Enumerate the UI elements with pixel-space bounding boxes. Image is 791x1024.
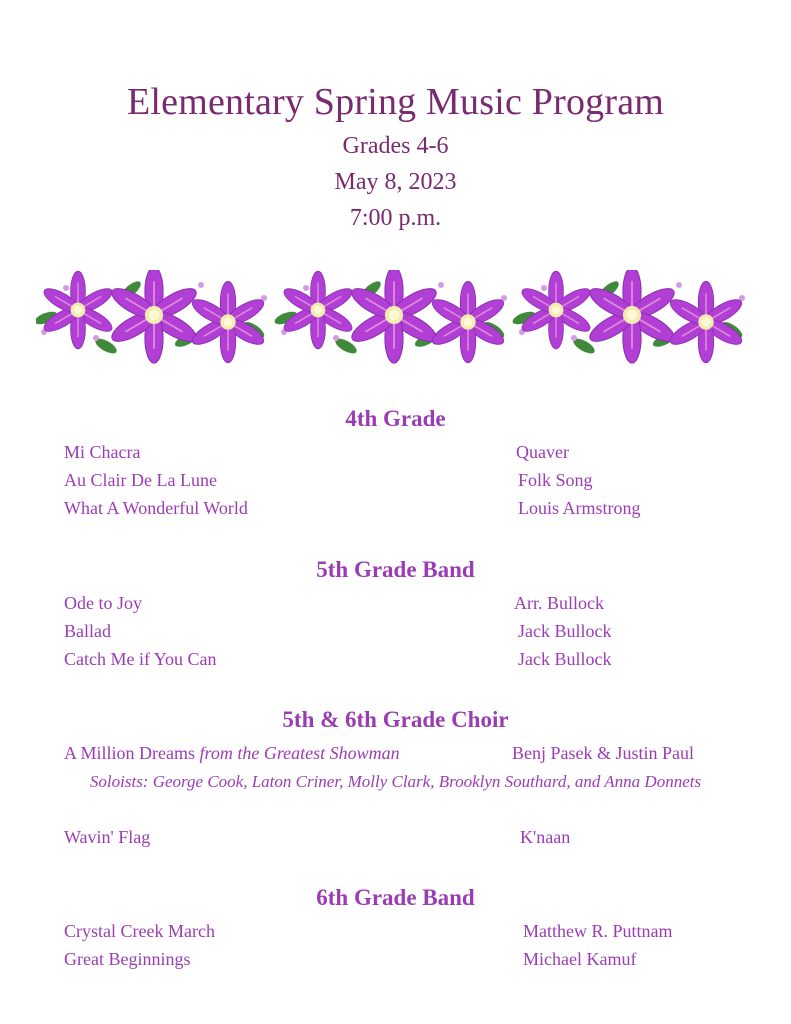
program-row: [0, 621, 791, 647]
composer: Arr. Bullock: [514, 593, 604, 613]
grades-subtitle: Grades 4-6: [342, 133, 449, 159]
composer: Louis Armstrong: [518, 498, 641, 518]
composer: K'naan: [520, 827, 571, 847]
composer: Jack Bullock: [518, 649, 612, 669]
flower-garland-icon: [36, 270, 756, 370]
program-row: [0, 593, 791, 619]
program-row: [0, 498, 791, 524]
section-title-6th-grade-band: 6th Grade Band: [316, 885, 475, 910]
program-row: [0, 827, 791, 853]
composer: Matthew R. Puttnam: [523, 921, 673, 941]
composer: Benj Pasek & Justin Paul: [512, 743, 695, 763]
piece-title: Ballad: [64, 621, 111, 641]
composer: Quaver: [516, 442, 569, 462]
composer: Michael Kamuf: [523, 949, 637, 969]
piece-title: Ode to Joy: [64, 593, 142, 613]
program-row: [0, 921, 791, 947]
section-title-choir: 5th & 6th Grade Choir: [282, 707, 509, 732]
piece-title: Mi Chacra: [64, 442, 141, 462]
piece-title: What A Wonderful World: [64, 498, 248, 518]
piece-title: Crystal Creek March: [64, 921, 215, 941]
program-date: May 8, 2023: [334, 169, 457, 195]
section-title-5th-grade-band: 5th Grade Band: [316, 557, 475, 582]
piece-subtitle: from the Greatest Showman: [199, 743, 400, 763]
composer: Jack Bullock: [518, 621, 612, 641]
piece-title: Au Clair De La Lune: [64, 470, 217, 490]
piece-title: [64, 743, 400, 764]
program-row: [0, 743, 791, 769]
program-row: [0, 442, 791, 468]
program-row: [0, 949, 791, 975]
section-title-4th-grade: 4th Grade: [345, 406, 446, 431]
piece-title: Wavin' Flag: [64, 827, 151, 847]
piece-title: Catch Me if You Can: [64, 649, 217, 669]
piece-name: A Million Dreams: [64, 743, 195, 763]
program-title: Elementary Spring Music Program: [126, 81, 665, 123]
program-row: [0, 649, 791, 675]
piece-title: Great Beginnings: [64, 949, 191, 969]
soloists-note: Soloists: George Cook, Laton Criner, Molly Clark, Brooklyn Southard, and Anna Donnets: [89, 772, 702, 791]
program-time: 7:00 p.m.: [349, 205, 442, 231]
composer: Folk Song: [518, 470, 593, 490]
program-row: [0, 470, 791, 496]
